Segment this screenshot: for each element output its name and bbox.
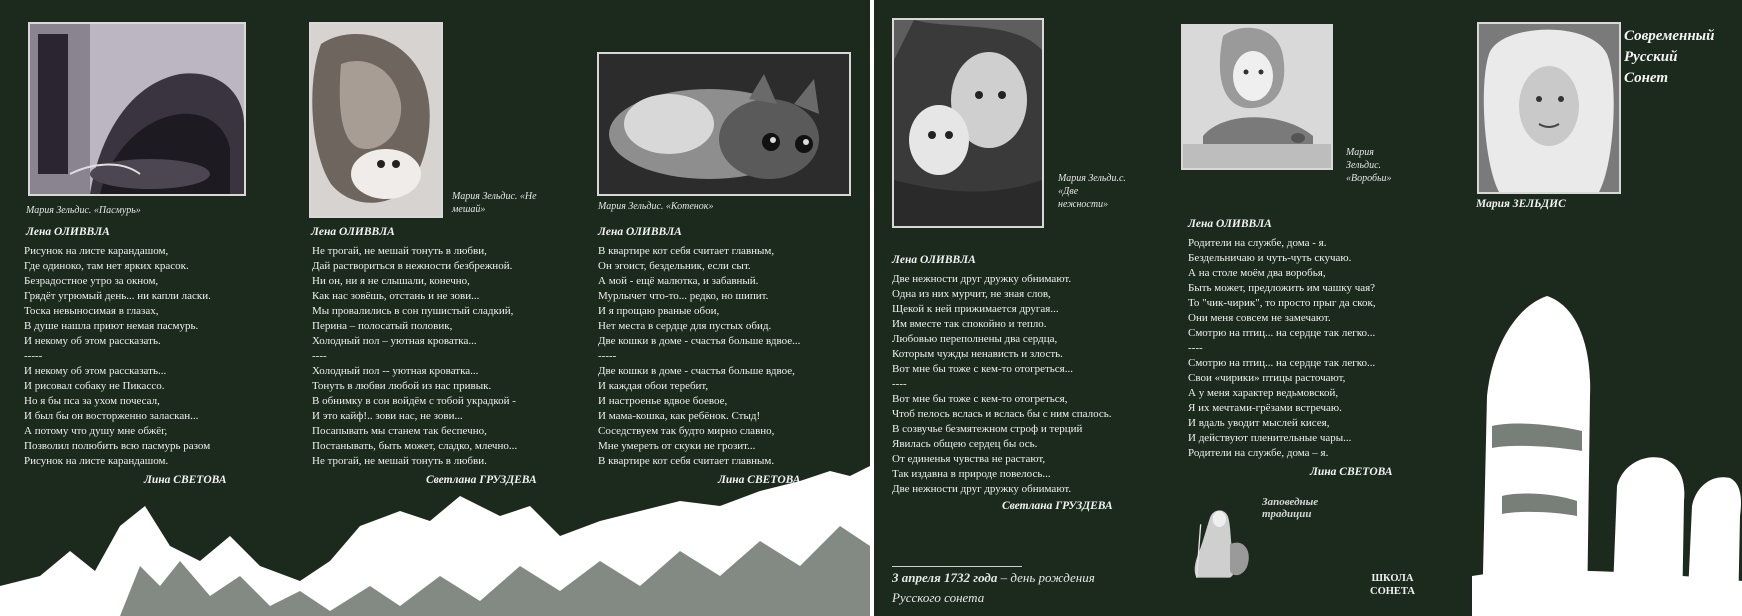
poem-line: Быть может, предложить им чашку чая? <box>1188 282 1376 294</box>
poem-line: Холодный пол – уютная кроватка... <box>312 335 477 347</box>
poem-line: И некому об этом рассказать. <box>24 335 161 347</box>
poem-line: То "чик-чирик", то просто прыг да скок, <box>1188 297 1376 309</box>
poem-4-signature: Светлана ГРУЗДЕВА <box>1002 500 1113 512</box>
poem-1-signature: Лина СВЕТОВА <box>144 474 227 486</box>
poem-line: Дай раствориться в нежности безбрежной. <box>312 260 513 272</box>
portrait-drawing <box>1479 24 1619 192</box>
book-title-line: Современный <box>1624 28 1715 44</box>
right-page <box>874 0 1742 616</box>
poem-5-signature: Лина СВЕТОВА <box>1310 466 1393 478</box>
poem-3-author: Лена ОЛИВВЛА <box>598 226 682 238</box>
poem-line: И рисовал собаку не Пикассо. <box>24 380 165 392</box>
poem-line: В квартире кот себя считает главным. <box>598 455 775 467</box>
poem-line: В обнимку в сон войдём с тобой украдкой - <box>312 395 516 407</box>
poem-line: Он эгоист, бездельник, если сыт. <box>598 260 751 272</box>
poem-line: Посапывать мы станем так беспечно, <box>312 425 487 437</box>
poem-line: А на столе моём два воробья, <box>1188 267 1326 279</box>
poem-line: Ни он, ни я не слышали, конечно, <box>312 275 470 287</box>
poem-line: А мой - ещё малютка, и забавный. <box>598 275 759 287</box>
poem-line: А потому что душу мне обжёг, <box>24 425 168 437</box>
poem-line: Смотрю на птиц... на сердце так легко... <box>1188 357 1376 369</box>
poem-line: И настроенье вдвое боевое, <box>598 395 728 407</box>
poem-line: Не трогай, не мешай тонуть в любви. <box>312 455 487 467</box>
poem-divider: ----- <box>24 350 43 362</box>
poem-line: И каждая обои теребит, <box>598 380 709 392</box>
poem-line: И я прощаю рваные обои, <box>598 305 720 317</box>
date-rule <box>892 566 1022 567</box>
poem-4-text <box>892 272 1112 497</box>
school-line: ШКОЛА <box>1371 573 1414 584</box>
poem-line: Постанывать, быть может, сладко, млечно... <box>312 440 518 452</box>
poem-line: Чтоб пелось вслась и вслась бы с ним спалось. <box>892 408 1112 420</box>
sonnet-date-rest: – день рождения <box>997 570 1095 585</box>
poem-line: Свои «чирики» птицы расточают, <box>1188 372 1346 384</box>
poem-2-author: Лена ОЛИВВЛА <box>311 226 395 238</box>
girl-kitten-drawing <box>894 20 1042 226</box>
poem-line: Мне умереть от скуки не грозит... <box>598 440 756 452</box>
poem-line: Я их мечтами-грёзами встречаю. <box>1188 402 1342 414</box>
poem-line: Две кошки в доме - счастья больше вдвое, <box>598 365 795 377</box>
poem-line: От единенья чувства не растают, <box>892 453 1046 465</box>
caption-portrait-zeldis: Мария ЗЕЛЬДИС <box>1476 198 1566 210</box>
poem-line: Две кошки в доме - счастья больше вдвое... <box>598 335 801 347</box>
poem-line: Им вместе так спокойно и тепло. <box>892 318 1047 330</box>
caption-pasmur: Мария Зельдис. «Пасмурь» <box>26 205 141 216</box>
logo-line: Заповедные <box>1262 496 1319 508</box>
mountains-decoration <box>0 466 870 616</box>
stone-statues-decoration <box>1472 276 1742 616</box>
artwork-pasmur-dog <box>28 22 246 196</box>
poem-5-author: Лена ОЛИВВЛА <box>1188 218 1272 230</box>
poem-line: Так издавна в природе повелось... <box>892 468 1051 480</box>
poem-line: В квартире кот себя считает главным, <box>598 245 775 257</box>
poem-divider: ---- <box>312 350 327 362</box>
monk-figure-icon <box>1190 486 1270 596</box>
poem-line: В созвучье безмятежном строф и терций <box>892 423 1083 435</box>
sonnet-date: 3 апреля 1732 года <box>892 570 998 585</box>
poem-divider: ---- <box>1188 342 1203 354</box>
poem-5-text <box>1188 236 1376 461</box>
zapovednye-traditsii-logo <box>1190 486 1319 596</box>
poem-2-signature: Светлана ГРУЗДЕВА <box>426 474 537 486</box>
poem-line: В душе нашла приют немая пасмурь. <box>24 320 199 332</box>
poem-line: Мурлычет что-то... редко, но шипит. <box>598 290 769 302</box>
left-page <box>0 0 870 616</box>
artwork-dve-nezhnosti <box>892 18 1044 228</box>
poem-line: Не трогай, не мешай тонуть в любви, <box>312 245 487 257</box>
poem-3-signature: Лина СВЕТОВА <box>718 474 801 486</box>
caption-ne-meshai: Мария Зельдис. «Не мешай» <box>452 191 537 215</box>
poem-line: Безрадостное утро за окном, <box>24 275 159 287</box>
poem-line: Родители на службе, дома – я. <box>1188 447 1329 459</box>
artwork-portrait-zeldis <box>1477 22 1621 194</box>
poem-line: И мама-кошка, как ребёнок. Стыд! <box>598 410 761 422</box>
poem-line: Одна из них мурчит, не зная слов, <box>892 288 1051 300</box>
book-title-line: Сонет <box>1624 70 1669 86</box>
artwork-vorobi <box>1181 24 1333 170</box>
caption-dve-nezhnosti: Мария Зельди.с. «Две нежности» <box>1058 173 1126 210</box>
poem-line: И был бы он восторженно заласкан... <box>24 410 199 422</box>
poem-line: Щекой к ней прижимается другая... <box>892 303 1059 315</box>
poem-1-text <box>24 244 211 469</box>
kitten-drawing <box>599 54 849 194</box>
poem-line: Рисунок на листе карандашом, <box>24 245 169 257</box>
logo-text <box>1262 496 1318 520</box>
poem-line: А у меня характер ведьмовской, <box>1188 387 1339 399</box>
sonnet-birthday-note <box>892 568 1095 608</box>
dog-cat-drawing <box>311 24 441 216</box>
poem-line: И действуют пленительные чары... <box>1188 432 1352 444</box>
poem-line: И некому об этом рассказать... <box>24 365 167 377</box>
poem-divider: ---- <box>892 378 907 390</box>
poem-line: Соседствуем так будто мирно славно, <box>598 425 775 437</box>
poem-line: Которым чужды ненависть и злость. <box>892 348 1063 360</box>
poem-line: Родители на службе, дома - я. <box>1188 237 1327 249</box>
poem-divider: ----- <box>598 350 617 362</box>
poem-line: Они меня совсем не замечают. <box>1188 312 1331 324</box>
dog-drawing <box>30 24 244 194</box>
poem-3-text <box>598 244 800 469</box>
poem-line: Рисунок на листе карандашом. <box>24 455 169 467</box>
poem-line: Но я бы пса за ухом почесал, <box>24 395 160 407</box>
poem-line: Любовью переполнены два сердца, <box>892 333 1058 345</box>
book-title-line: Русский <box>1624 49 1678 65</box>
poem-line: Вот мне бы тоже с кем-то отогреться, <box>892 393 1068 405</box>
girl-sparrows-drawing <box>1183 26 1331 168</box>
poem-line: Нет места в сердце для пустых обид. <box>598 320 772 332</box>
poem-line: Тонуть в любви любой из нас привык. <box>312 380 492 392</box>
poem-line: И это кайф!.. зови нас, не зови... <box>312 410 463 422</box>
poem-line: Вот мне бы тоже с кем-то отогреться... <box>892 363 1073 375</box>
poem-4-author: Лена ОЛИВВЛА <box>892 254 976 266</box>
poem-2-text <box>312 244 517 469</box>
poem-line: Тоска невыносимая в глазах, <box>24 305 159 317</box>
poem-line: Явилась общею сердец бы ось. <box>892 438 1038 450</box>
poem-line: Две нежности друг дружку обнимают. <box>892 273 1072 285</box>
caption-kotenok: Мария Зельдис. «Котенок» <box>598 201 714 212</box>
poem-line: Позволил полюбить всю пасмурь разом <box>24 440 211 452</box>
poem-line: Грядёт угрюмый день... ни капли ласки. <box>24 290 211 302</box>
poem-line: Смотрю на птиц... на сердце так легко... <box>1188 327 1376 339</box>
poem-line: Как нас зовёшь, отстань и не зови... <box>312 290 480 302</box>
school-line: СОНЕТА <box>1370 586 1415 597</box>
caption-vorobi: Мария Зельдис. «Воробьи» <box>1346 147 1392 184</box>
artwork-kotenok <box>597 52 851 196</box>
poem-line: Перина – полосатый половик, <box>312 320 453 332</box>
poem-line: Две нежности друг дружку обнимают. <box>892 483 1072 495</box>
poem-line: Холодный пол -- уютная кроватка... <box>312 365 479 377</box>
poem-line: И вдаль уводит мыслей кисея, <box>1188 417 1330 429</box>
logo-line: традиции <box>1262 508 1312 520</box>
date-line-2: Русского сонета <box>892 590 985 605</box>
date-line-1 <box>892 568 1095 588</box>
poem-line: Бездельничаю и чуть-чуть скучаю. <box>1188 252 1352 264</box>
artwork-ne-meshai <box>309 22 443 218</box>
poem-1-author: Лена ОЛИВВЛА <box>26 226 110 238</box>
book-title <box>1624 26 1714 89</box>
poem-line: Мы провалились в сон пушистый сладкий, <box>312 305 514 317</box>
school-sonnet-label <box>1370 572 1415 598</box>
poem-line: Где одиноко, там нет ярких красок. <box>24 260 189 272</box>
